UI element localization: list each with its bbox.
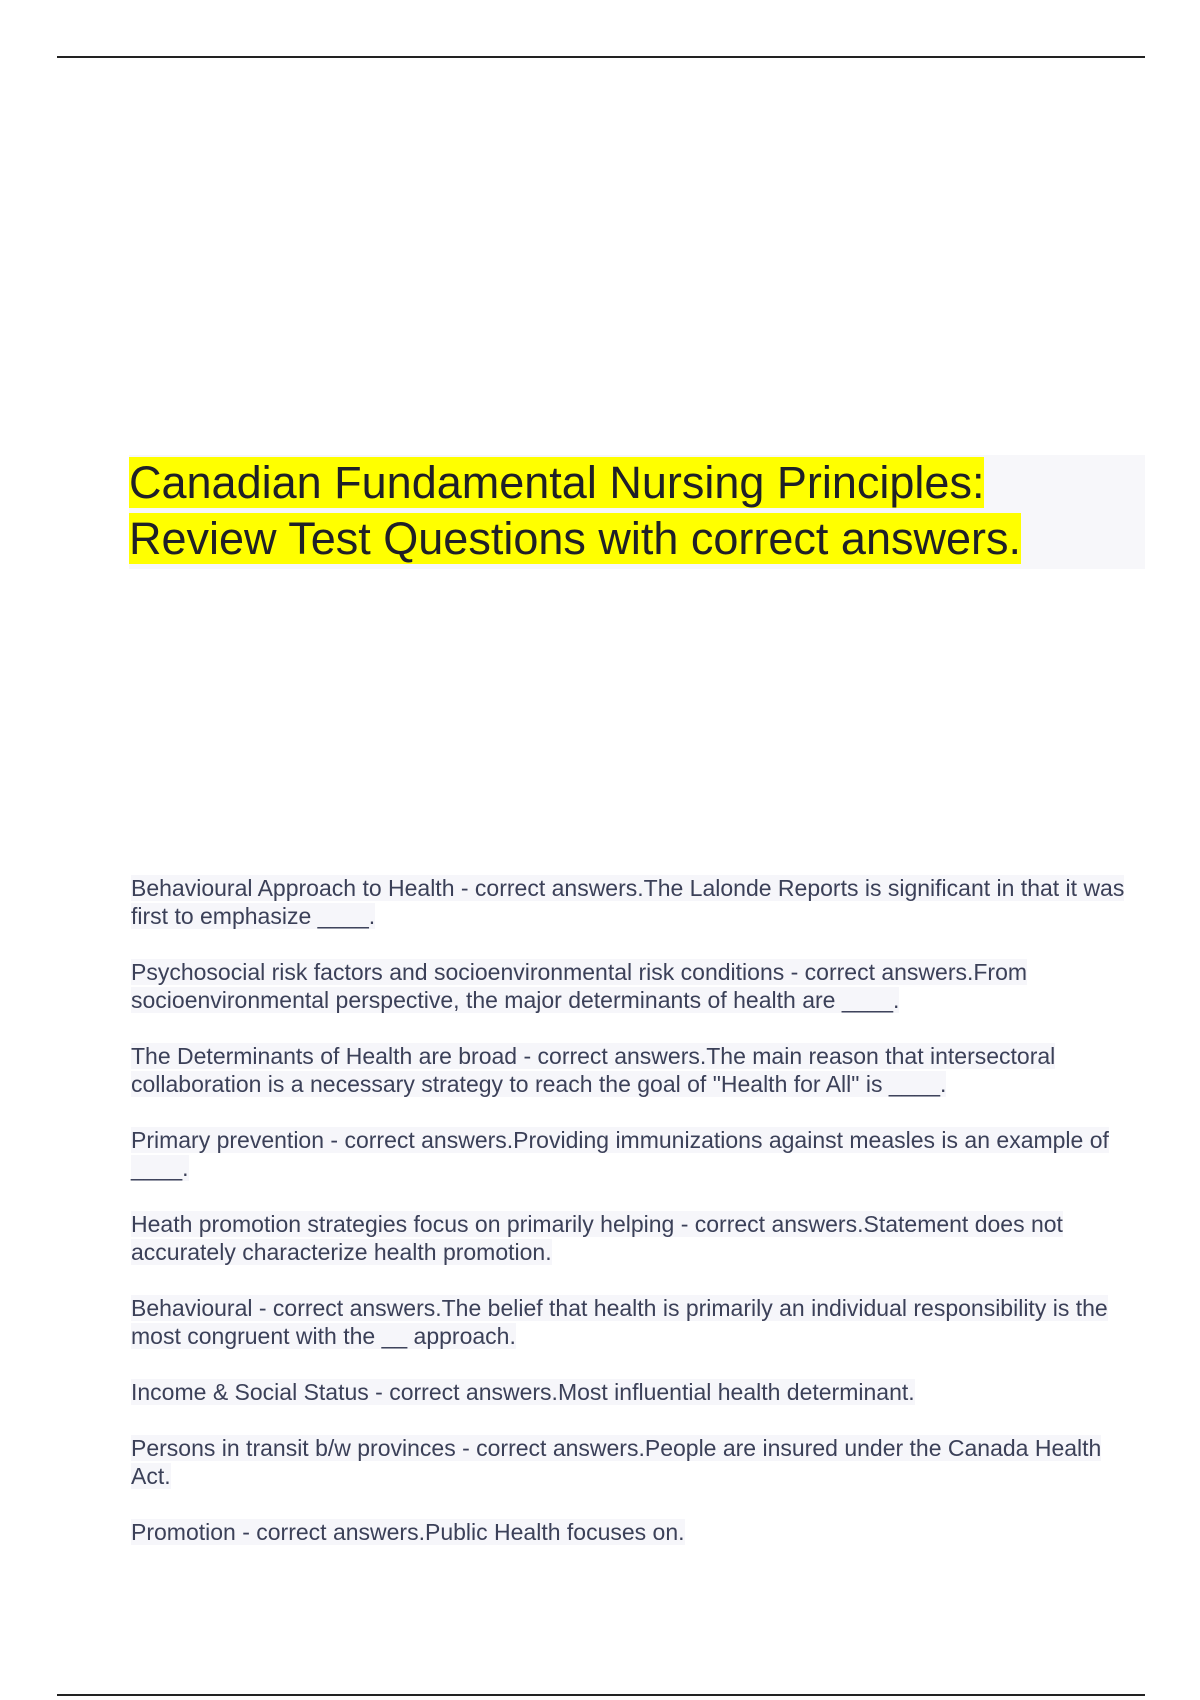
title-line-2: Review Test Questions with correct answers.: [129, 513, 1022, 564]
qa-item: Behavioural - correct answers.The belief that health is primarily an individual responsibility is the most congruent with the __ approach.: [131, 1295, 1108, 1349]
qa-list: [131, 874, 1146, 1574]
qa-item: Primary prevention - correct answers.Providing immunizations against measles is an example of ____.: [131, 1127, 1109, 1181]
qa-item: Persons in transit b/w provinces - correct answers.People are insured under the Canada Health Act.: [131, 1435, 1102, 1489]
qa-item: Promotion - correct answers.Public Health focuses on.: [131, 1519, 685, 1545]
qa-item: The Determinants of Health are broad - correct answers.The main reason that intersectoral collaboration is a necessary strategy to reach the goal of "Health for All" is ____.: [131, 1043, 1056, 1097]
qa-item: Income & Social Status - correct answers.Most influential health determinant.: [131, 1379, 915, 1405]
qa-item: Behavioural Approach to Health - correct answers.The Lalonde Reports is significant in that it was first to emphasize ____.: [131, 875, 1125, 929]
title-line-1: Canadian Fundamental Nursing Principles:: [129, 457, 985, 508]
title-block: [129, 455, 1145, 569]
bottom-rule: [57, 1694, 1145, 1696]
page-title: [129, 455, 1145, 567]
qa-item: Psychosocial risk factors and socioenvironmental risk conditions - correct answers.From socioenvironmental perspective, the major determinants of health are ____.: [131, 959, 1028, 1013]
top-rule: [57, 56, 1145, 58]
qa-item: Heath promotion strategies focus on primarily helping - correct answers.Statement does not accurately characterize health promotion.: [131, 1211, 1063, 1265]
